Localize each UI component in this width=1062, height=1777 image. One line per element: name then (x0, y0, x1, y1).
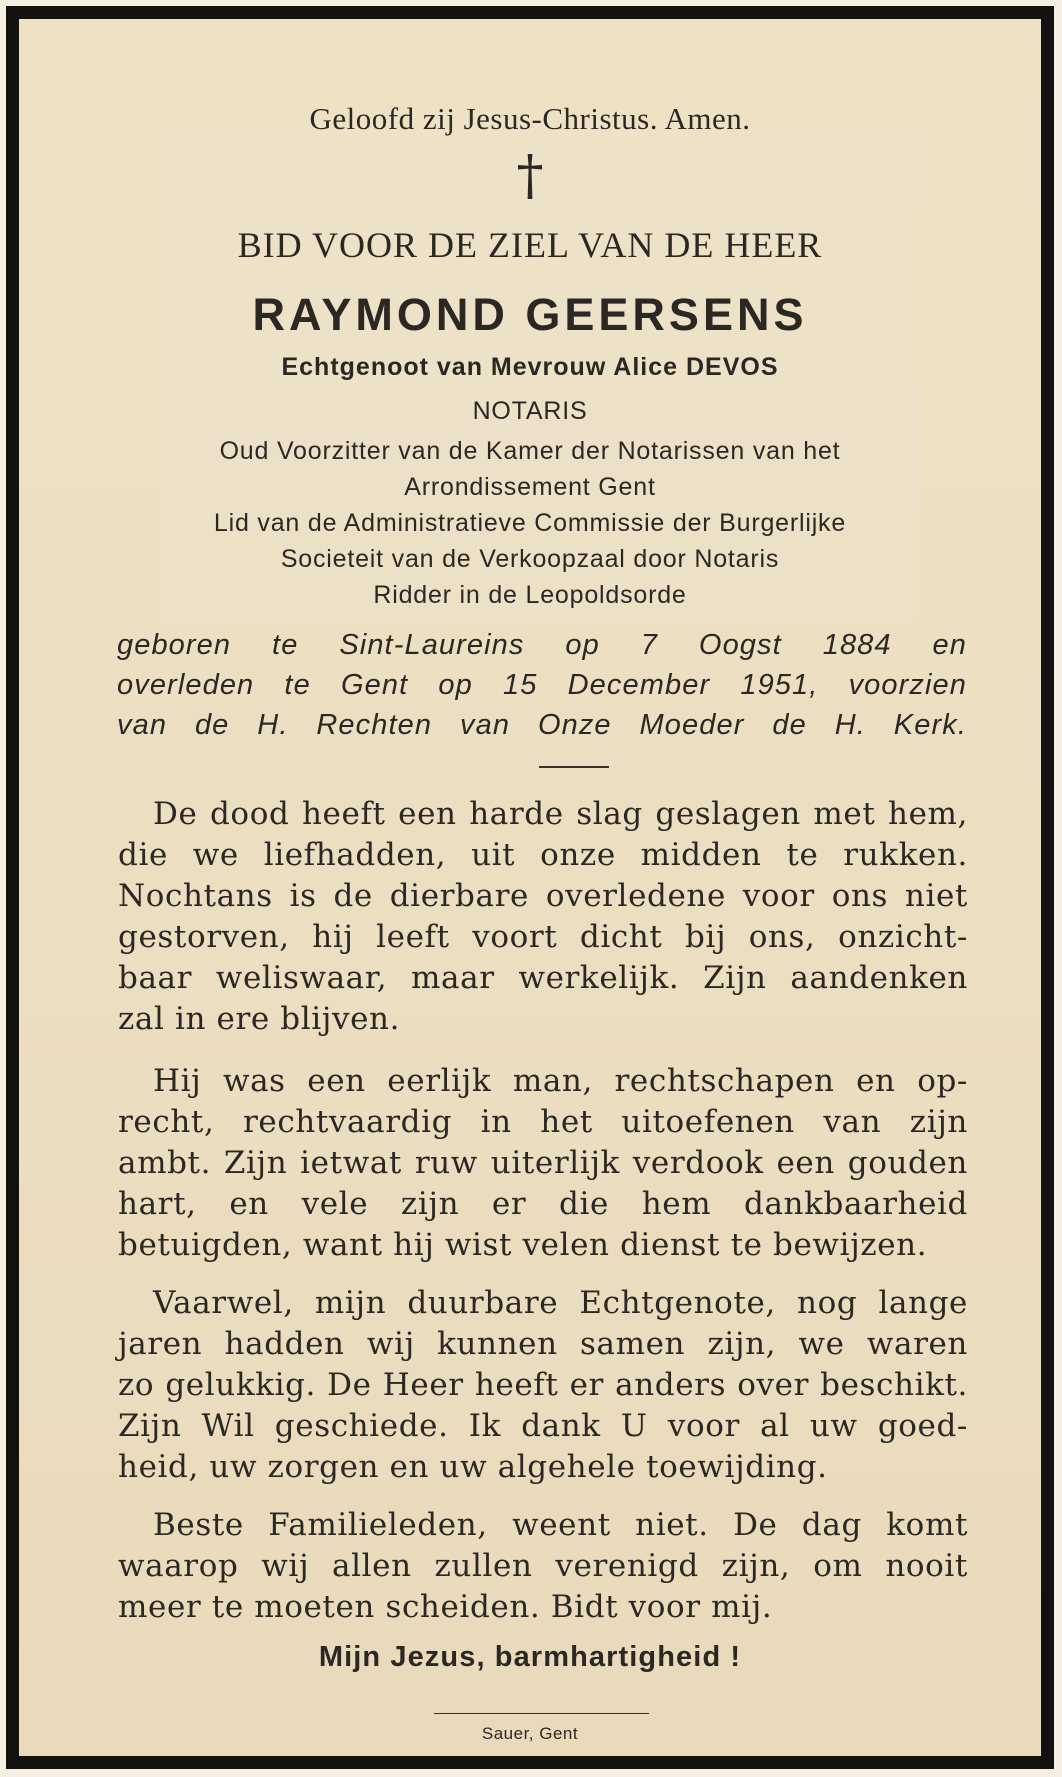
birth-death-line: van de H. Rechten van Onze Moeder de H. Kerk. (117, 709, 967, 741)
title-line: Lid van de Administratieve Commissie der Burgerlijke (213, 509, 847, 537)
paragraph-line: Hij was een eerlijk man, rechtschapen en op- (153, 1063, 968, 1099)
paragraph-line: De dood heeft een harde slag geslagen met hem, (153, 796, 968, 832)
birth-death-line: overleden te Gent op 15 December 1951, voorzien (117, 669, 967, 701)
paragraph-line: jaren hadden wij kunnen samen zijn, we waren (118, 1326, 968, 1362)
paragraph-line: recht, rechtvaardig in het uitoefenen van zijn (118, 1104, 968, 1140)
paragraph-line: die we liefhadden, uit onze midden te rukken. (118, 837, 968, 873)
paragraph-line: Vaarwel, mijn duurbare Echtgenote, nog lange (153, 1285, 968, 1321)
prayer-request: BID VOOR DE ZIEL VAN DE HEER (237, 225, 823, 265)
memorial-card (6, 6, 1054, 1769)
paragraph-line: gestorven, hij leeft voort dicht bij ons, onzicht- (118, 919, 968, 955)
birth-death-line: geboren te Sint-Laureins op 7 Oogst 1884 en (117, 629, 967, 661)
card-paper (19, 19, 1041, 1756)
cross-symbol: † (516, 144, 544, 207)
paragraph-line: baar weliswaar, maar werkelijk. Zijn aandenken (118, 960, 968, 996)
title-line: Ridder in de Leopoldsorde (373, 581, 687, 609)
deceased-name: RAYMOND GEERSENS (252, 289, 808, 340)
paragraph-line: waarop wij allen zullen verenigd zijn, om nooit (118, 1548, 968, 1584)
paragraph-line: hart, en vele zijn er die hem dankbaarheid (118, 1186, 968, 1222)
paragraph-line: zo gelukkig. De Heer heeft er anders over beschikt. (118, 1367, 968, 1403)
paragraph-line: heid, uw zorgen en uw algehele toewijding. (118, 1449, 828, 1485)
title-line: Societeit van de Verkoopzaal door Notaris (280, 545, 780, 573)
paragraph-line: zal in ere blijven. (118, 1001, 401, 1037)
divider-rule (539, 766, 609, 768)
paragraph-line: meer te moeten scheiden. Bidt voor mij. (118, 1589, 773, 1625)
title-line: NOTARIS (472, 397, 588, 425)
opening-prayer: Geloofd zij Jesus-Christus. Amen. (309, 101, 751, 136)
paragraph-line: ambt. Zijn ietwat ruw uiterlijk verdook een gouden (118, 1145, 968, 1181)
bottom-rule (434, 1713, 649, 1714)
paragraph-line: Nochtans is de dierbare overledene voor ons niet (118, 878, 968, 914)
paragraph-line: Beste Familieleden, weent niet. De dag komt (153, 1507, 968, 1543)
spouse-line: Echtgenoot van Mevrouw Alice DEVOS (281, 353, 779, 381)
paragraph-line: betuigden, want hij wist velen dienst te bewijzen. (118, 1227, 928, 1263)
closing-prayer: Mijn Jezus, barmhartigheid ! (318, 1641, 742, 1673)
printer-credit: Sauer, Gent (481, 1724, 579, 1743)
paragraph-line: Zijn Wil geschiede. Ik dank U voor al uw goed- (118, 1408, 968, 1444)
title-line: Arrondissement Gent (404, 473, 656, 501)
title-line: Oud Voorzitter van de Kamer der Notarissen van het (219, 437, 841, 465)
